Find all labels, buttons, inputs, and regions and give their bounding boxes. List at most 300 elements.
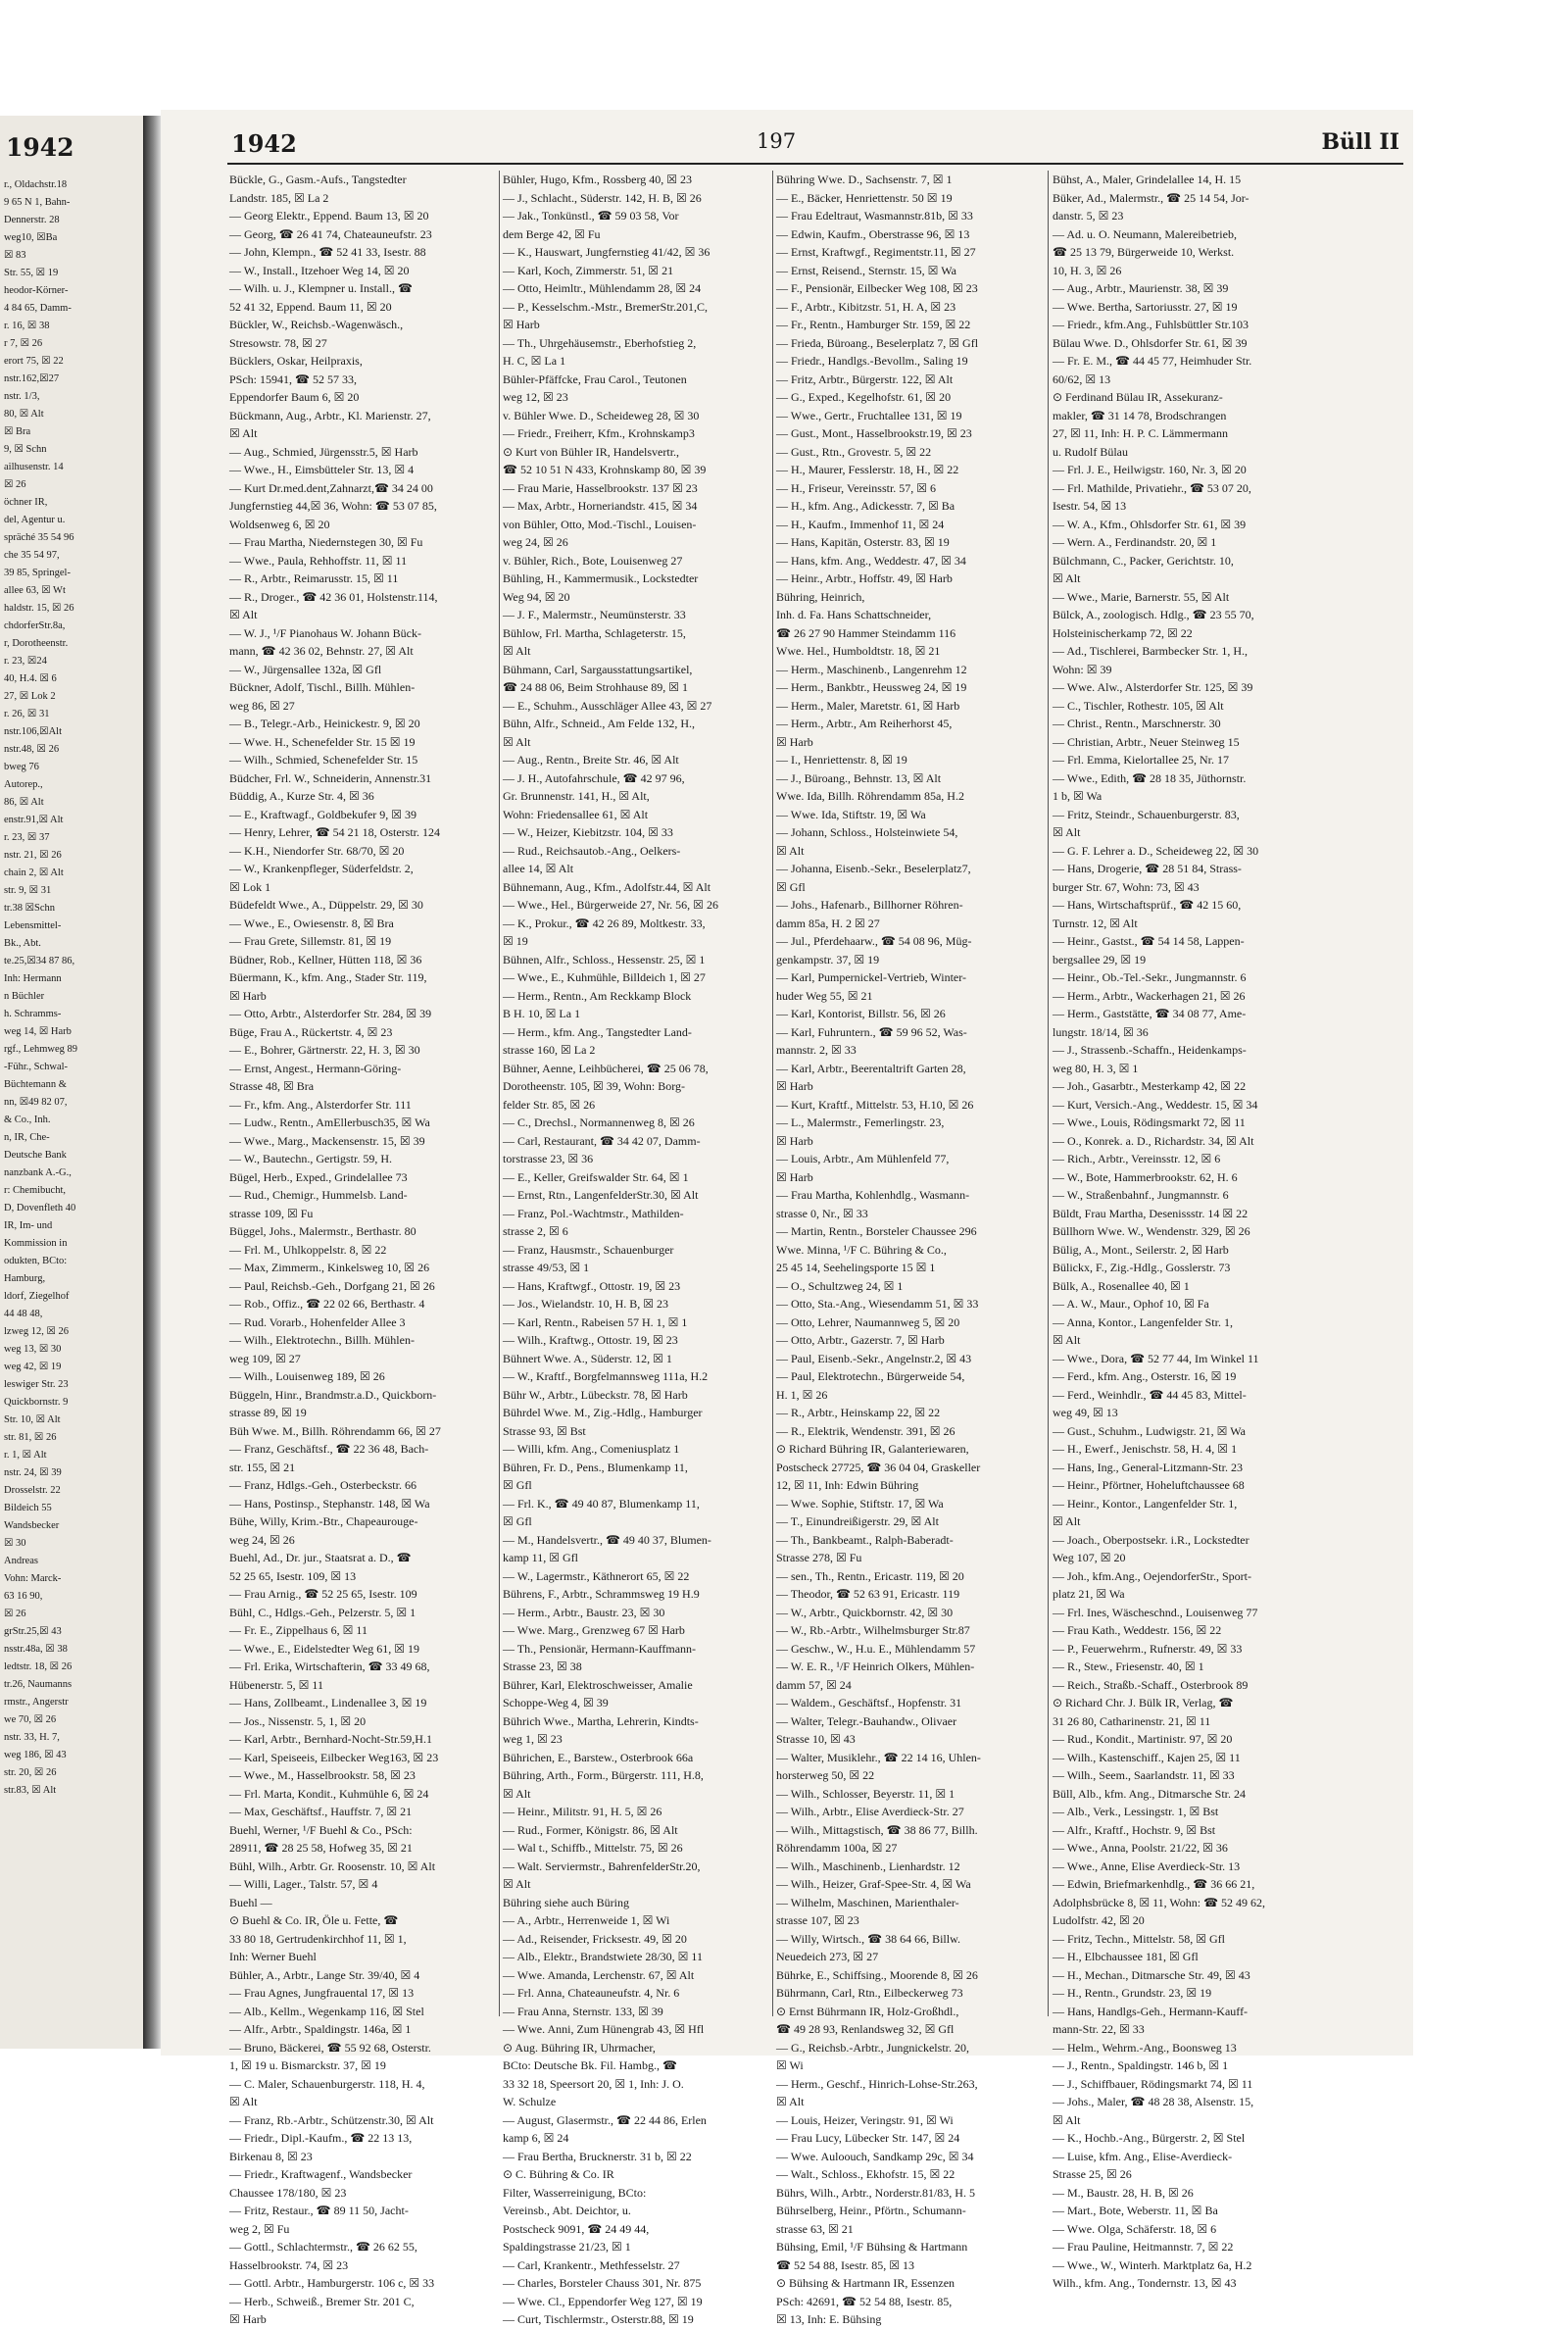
directory-entry-line: Hübenerstr. 5, ☒ 11 — [229, 1677, 323, 1692]
directory-entry-line: — Wwe., E., Owiesenstr. 8, ☒ Bra — [229, 916, 394, 930]
directory-entry-line: Gr. Brunnenstr. 141, H., ☒ Alt, — [503, 789, 650, 803]
directory-entry-line: Bügel, Herb., Exped., Grindelallee 73 — [229, 1169, 408, 1184]
directory-entry-line: torstrasse 23, ☒ 36 — [503, 1152, 594, 1165]
directory-entry-line: Bühl, Wilh., Arbtr. Gr. Roosenstr. 10, ☒ Alt — [229, 1858, 436, 1873]
directory-entry-line: — Alb., Elektr., Brandstwiete 28/30, ☒ 11 — [503, 1950, 703, 1963]
previous-page-line: Vohn: Marck- — [4, 1573, 62, 1584]
directory-entry-line: — Wwe. Auloouch, Sandkamp 29c, ☒ 34 — [776, 2149, 974, 2163]
directory-entry-line: — Otto, Heimltr., Mühlendamm 28, ☒ 24 — [503, 281, 702, 295]
directory-entry-line: genkampstr. 37, ☒ 19 — [776, 952, 880, 966]
directory-entry-line: ⊙ Aug. Bühring IR, Uhrmacher, — [503, 2040, 656, 2055]
directory-entry-line: — Friedr., Kraftwagenf., Wandsbecker — [229, 2167, 413, 2181]
directory-entry-line: — Johann, Schloss., Holsteinwiete 54, — [776, 825, 958, 839]
directory-entry-line: — R., Stew., Friesenstr. 40, ☒ 1 — [1053, 1660, 1204, 1673]
directory-entry-line: Woldsenweg 6, ☒ 20 — [229, 517, 330, 531]
previous-page-line: Kommission in — [4, 1238, 68, 1249]
directory-entry-line: — Wwe., M., Hasselbrookstr. 58, ☒ 23 — [229, 1768, 416, 1782]
directory-entry-line: Weg 94, ☒ 20 — [503, 589, 570, 604]
directory-entry-line: B H. 10, ☒ La 1 — [503, 1007, 581, 1020]
directory-entry-line: ☒ Alt — [503, 1877, 531, 1891]
directory-entry-line: — Gust., Schuhm., Ludwigstr. 21, ☒ Wa — [1053, 1423, 1246, 1438]
directory-entry-line: — Carl, Krankentr., Methfesselstr. 27 — [503, 2257, 680, 2272]
directory-entry-line: burger Str. 67, Wohn: 73, ☒ 43 — [1053, 879, 1200, 894]
directory-entry-line: — J., Büroang., Behnstr. 13, ☒ Alt — [776, 770, 942, 785]
directory-entry-line: — Frau Martha, Kohlenhdlg., Wasmann- — [776, 1188, 970, 1202]
directory-entry-line: — W., Bautechn., Gertigstr. 59, H. — [229, 1152, 392, 1165]
directory-entry-line: — H., Maurer, Fesslerstr. 18, H., ☒ 22 — [776, 463, 959, 476]
directory-entry-line: Bührke, E., Schiffsing., Moorende 8, ☒ 26 — [776, 1967, 978, 1982]
directory-entry-line: — Alb., Verk., Lessingstr. 1, ☒ Bst — [1053, 1805, 1219, 1818]
directory-entry-line: — Fr. E., Zippelhaus 6, ☒ 11 — [229, 1623, 368, 1637]
directory-entry-line: Stresowstr. 78, ☒ 27 — [229, 335, 327, 350]
directory-entry-line: — Rich., Arbtr., Vereinsstr. 12, ☒ 6 — [1053, 1152, 1221, 1165]
directory-entry-line: Weg 107, ☒ 20 — [1053, 1551, 1126, 1564]
directory-entry-line: — Gust., Mont., Hasselbrookstr.19, ☒ 23 — [776, 426, 972, 440]
directory-entry-line: — Frau Grete, Sillemstr. 81, ☒ 19 — [229, 934, 392, 948]
previous-page-line: nstr. 33, H. 7, — [4, 1732, 60, 1743]
directory-entry-line: — P., Kesselschm.-Mstr., BremerStr.201,C, — [503, 299, 708, 314]
directory-entry-line: Spaldingstrasse 21/23, ☒ 1 — [503, 2240, 631, 2254]
directory-entry-line: — Karl, Pumpernickel-Vertrieb, Winter- — [776, 970, 966, 984]
directory-entry-line: — Ad., Tischlerei, Barmbecker Str. 1, H., — [1053, 644, 1248, 658]
directory-entry-line: Holsteinischerkamp 72, ☒ 22 — [1053, 625, 1193, 640]
directory-entry-line: — C., Drechsl., Normannenweg 8, ☒ 26 — [503, 1115, 695, 1129]
previous-page-line: 80, ☒ Alt — [4, 409, 44, 420]
previous-page-line: Deutsche Bank — [4, 1150, 67, 1161]
directory-entry-line: — Herm., Arbtr., Baustr. 23, ☒ 30 — [503, 1605, 665, 1619]
directory-entry-line: Bühler-Pfäffcke, Frau Carol., Teutonen — [503, 372, 687, 386]
directory-entry-line: allee 14, ☒ Alt — [503, 862, 574, 875]
directory-entry-line: — Herm., Gaststätte, ☎ 34 08 77, Ame- — [1053, 1007, 1247, 1020]
directory-entry-line: — Max, Zimmerm., Kinkelsweg 10, ☒ 26 — [229, 1261, 430, 1274]
directory-entry-line: — F., Pensionär, Eilbecker Weg 108, ☒ 23 — [776, 281, 978, 295]
directory-entry-line: von Bühler, Otto, Mod.-Tischl., Louisen- — [503, 517, 697, 531]
directory-entry-line: — Karl, Arbtr., Bernhard-Nocht-Str.59,H.1 — [229, 1732, 432, 1746]
directory-entry-line: Birkenau 8, ☒ 23 — [229, 2149, 313, 2163]
directory-entry-line: — Wwe., Marg., Mackensenstr. 15, ☒ 39 — [229, 1133, 425, 1148]
previous-page-line: Bildeich 55 — [4, 1503, 52, 1513]
directory-entry-line: weg 24, ☒ 26 — [503, 535, 568, 549]
directory-entry-line: — Frieda, Büroang., Beselerplatz 7, ☒ Gfl — [776, 335, 979, 350]
directory-entry-line: — H., Kaufm., Immenhof 11, ☒ 24 — [776, 517, 945, 531]
directory-entry-line: — Charles, Borsteler Chauss 301, Nr. 875 — [503, 2276, 702, 2290]
directory-entry-line: Bühring Wwe. D., Sachsenstr. 7, ☒ 1 — [776, 173, 953, 186]
directory-entry-line: Bühring siehe auch Büring — [503, 1895, 629, 1909]
directory-entry-line: — Rob., Offiz., ☎ 22 02 66, Berthastr. 4 — [229, 1297, 425, 1311]
directory-entry-line: — H., Mechan., Ditmarsche Str. 49, ☒ 43 — [1053, 1967, 1250, 1982]
directory-entry-line: — Kurt Dr.med.dent,Zahnarzt,☎ 34 24 00 — [229, 480, 433, 495]
directory-entry-line: — Reich., Straßb.-Schaff., Osterbrook 89 — [1053, 1677, 1249, 1692]
directory-entry-line: — Helm., Wehrm.-Ang., Boonsweg 13 — [1053, 2040, 1237, 2055]
directory-entry-line: — Edwin, Briefmarkenhdlg., ☎ 36 66 21, — [1053, 1877, 1255, 1891]
directory-entry-line: Röhrendamm 100a, ☒ 27 — [776, 1841, 898, 1855]
directory-entry-line: — Wwe. Marg., Grenzweg 67 ☒ Harb — [503, 1623, 685, 1637]
directory-entry-line: — J., Schlacht., Süderstr. 142, H. B, ☒ 26 — [503, 190, 702, 205]
directory-entry-line: ☒ Alt — [1053, 2112, 1081, 2127]
directory-entry-line: — Frl. J. E., Heilwigstr. 160, Nr. 3, ☒ 20 — [1053, 463, 1247, 476]
previous-page-line: Quickbornstr. 9 — [4, 1397, 69, 1408]
directory-entry-line: weg 109, ☒ 27 — [229, 1351, 301, 1365]
directory-entry-line: Hasselbrookstr. 74, ☒ 23 — [229, 2257, 349, 2272]
directory-entry-line: str. 155, ☒ 21 — [229, 1460, 296, 1474]
directory-entry-line: Strasse 23, ☒ 38 — [503, 1660, 582, 1673]
directory-entry-line: weg 49, ☒ 13 — [1053, 1406, 1118, 1419]
directory-entry-line: Chaussee 178/180, ☒ 23 — [229, 2185, 347, 2200]
directory-entry-line: — Wwe., Anna, Poolstr. 21/22, ☒ 36 — [1053, 1841, 1228, 1855]
directory-entry-line: — Frl. K., ☎ 49 40 87, Blumenkamp 11, — [503, 1496, 700, 1511]
directory-entry-line: — G., Exped., Kegelhofstr. 61, ☒ 20 — [776, 390, 952, 404]
directory-entry-line: — Herm., Rentn., Am Reckkamp Block — [503, 988, 692, 1003]
directory-entry-line: 52 41 32, Eppend. Baum 11, ☒ 20 — [229, 299, 392, 314]
directory-entry-line: Bühst, A., Maler, Grindelallee 14, H. 15 — [1053, 173, 1242, 186]
directory-entry-line: — Aug., Schmied, Jürgensstr.5, ☒ Harb — [229, 444, 418, 459]
directory-entry-line: Adolphsbrücke 8, ☒ 11, Wohn: ☎ 52 49 62, — [1053, 1895, 1266, 1909]
directory-entry-line: ☒ Gfl — [503, 1514, 532, 1528]
directory-entry-line: — K., Hauswart, Jungfernstieg 41/42, ☒ 36 — [503, 245, 710, 259]
directory-entry-line: — Frl. Anna, Chateauneufstr. 4, Nr. 6 — [503, 1986, 680, 2000]
directory-entry-line: W. Schulze — [503, 2095, 557, 2108]
directory-entry-line: — Wwe., E., Kuhmühle, Billdeich 1, ☒ 27 — [503, 970, 706, 984]
directory-entry-line: — Walter, Musiklehr., ☎ 22 14 16, Uhlen- — [776, 1750, 981, 1764]
directory-entry-line: — Heinr., Militstr. 91, H. 5, ☒ 26 — [503, 1805, 662, 1818]
previous-page-line: chain 2, ☒ Alt — [4, 867, 64, 878]
previous-page-line: tr.38 ☒Schn — [4, 903, 55, 914]
directory-entry-line: — Rud., Kondit., Martinistr. 97, ☒ 20 — [1053, 1732, 1233, 1746]
directory-entry-line: Bühler, A., Arbtr., Lange Str. 39/40, ☒ 4 — [229, 1967, 420, 1982]
directory-entry-line: — W., Rb.-Arbtr., Wilhelmsburger Str.87 — [776, 1623, 970, 1637]
directory-entry-line: — A. W., Maur., Ophof 10, ☒ Fa — [1053, 1297, 1209, 1311]
previous-page-line: Andreas — [4, 1556, 38, 1566]
directory-entry-line: Bühsing, Emil, ¹/F Bühsing & Hartmann — [776, 2240, 968, 2254]
directory-entry-line: — Herm., Geschf., Hinrich-Lohse-Str.263, — [776, 2076, 978, 2091]
directory-entry-line: weg 24, ☒ 26 — [229, 1532, 295, 1547]
directory-entry-line: — Georg, ☎ 26 41 74, Chateauneufstr. 23 — [229, 226, 432, 241]
directory-entry-line: Bühling, H., Kammermusik., Lockstedter — [503, 571, 699, 585]
previous-page-line: haldstr. 15, ☒ 26 — [4, 603, 74, 614]
directory-entry-line: ☎ 49 28 93, Renlandsweg 32, ☒ Gfl — [776, 2022, 955, 2036]
directory-entry-line: — A., Arbtr., Herrenweide 1, ☒ Wi — [503, 1913, 670, 1927]
directory-entry-line: Eppendorfer Baum 6, ☒ 20 — [229, 390, 360, 404]
directory-entry-line: ⊙ C. Bühring & Co. IR — [503, 2167, 614, 2181]
directory-entry-line: — Ad. u. O. Neumann, Malereibetrieb, — [1053, 226, 1237, 241]
directory-entry-line: — M., Baustr. 28, H. B, ☒ 26 — [1053, 2185, 1194, 2200]
directory-entry-line: — Heinr., Ob.-Tel.-Sekr., Jungmannstr. 6 — [1053, 970, 1247, 984]
directory-entry-line: — Franz, Geschäftsf., ☎ 22 36 48, Bach- — [229, 1442, 429, 1456]
directory-entry-line: — Herm., Maschinenb., Langenrehm 12 — [776, 662, 967, 676]
directory-entry-line: 27, ☒ 11, Inh: H. P. C. Lämmermann — [1053, 426, 1228, 440]
previous-page-line: r., Oldachstr.18 — [4, 179, 68, 190]
directory-entry-line: ☒ Harb — [776, 1133, 813, 1148]
directory-entry-line: Bührer, Karl, Elektroschweisser, Amalie — [503, 1677, 693, 1692]
directory-entry-line: ☒ Alt — [503, 644, 531, 658]
column-divider — [772, 171, 773, 2016]
directory-entry-line: — Johs., Maler, ☎ 48 28 38, Alsenstr. 15, — [1053, 2095, 1254, 2108]
directory-entry-line: — Hans, Drogerie, ☎ 28 51 84, Strass- — [1053, 862, 1242, 875]
directory-entry-line: — Hans, kfm. Ang., Weddestr. 47, ☒ 34 — [776, 553, 966, 568]
directory-entry-line: — Wwe., Gertr., Fruchtallee 131, ☒ 19 — [776, 408, 962, 422]
directory-column-2 — [503, 171, 769, 2326]
directory-entry-line: ☎ 25 13 79, Bürgerweide 10, Werkst. — [1053, 245, 1235, 259]
directory-entry-line: — C., Tischler, Rothestr. 105, ☒ Alt — [1053, 698, 1224, 713]
directory-entry-line: ☒ Wi — [776, 2058, 804, 2072]
page-year: 1942 — [231, 129, 297, 158]
directory-entry-line: — Max, Arbtr., Horneriandstr. 415, ☒ 34 — [503, 499, 698, 513]
directory-entry-line: 12, ☒ 11, Inh: Edwin Bühring — [776, 1478, 919, 1492]
previous-page-line: weg10, ☒Ba — [4, 232, 58, 243]
directory-entry-line: weg 2, ☒ Fu — [229, 2221, 290, 2236]
directory-entry-line: — Frau Pauline, Heitmannstr. 7, ☒ 22 — [1053, 2240, 1234, 2254]
directory-entry-line: — Louis, Arbtr., Am Mühlenfeld 77, — [776, 1152, 950, 1165]
directory-entry-line: — Kurt, Versich.-Ang., Weddestr. 15, ☒ 34 — [1053, 1097, 1258, 1112]
directory-entry-line: Strasse 278, ☒ Fu — [776, 1551, 862, 1564]
directory-entry-line: strasse 49/53, ☒ 1 — [503, 1261, 590, 1274]
directory-entry-line: — Hans, Wirtschaftsprüf., ☎ 42 15 60, — [1053, 898, 1242, 912]
previous-page-line: IR, Im- und — [4, 1220, 53, 1231]
directory-entry-line: damm 57, ☒ 24 — [776, 1677, 852, 1692]
previous-page-line: bweg 76 — [4, 762, 39, 772]
directory-entry-line: — Hans, Ing., General-Litzmann-Str. 23 — [1053, 1460, 1243, 1474]
previous-page-line: leswiger Str. 23 — [4, 1379, 69, 1390]
previous-page-line: enstr.91,☒ Alt — [4, 815, 64, 825]
directory-entry-line: ☒ Harb — [776, 1079, 813, 1093]
directory-entry-line: strasse 109, ☒ Fu — [229, 1206, 314, 1220]
directory-entry-line: — H., Friseur, Vereinsstr. 57, ☒ 6 — [776, 480, 937, 495]
directory-entry-line: — Joh., Gasarbtr., Mesterkamp 42, ☒ 22 — [1053, 1079, 1247, 1093]
directory-entry-line: — Frau Marie, Hasselbrookstr. 137 ☒ 23 — [503, 480, 698, 495]
directory-entry-line: — Friedr., Handlgs.-Bevollm., Saling 19 — [776, 354, 968, 368]
directory-entry-line: 52 25 65, Isestr. 109, ☒ 13 — [229, 1568, 357, 1583]
book-gutter — [143, 116, 161, 2049]
previous-page-line: erort 75, ☒ 22 — [4, 356, 64, 367]
directory-entry-line: ⊙ Ernst Bührmann IR, Holz-Großhdl., — [776, 2004, 959, 2018]
directory-entry-line: PSch: 42691, ☎ 52 54 88, Isestr. 85, — [776, 2294, 953, 2308]
directory-entry-line: strasse 2, ☒ 6 — [503, 1224, 568, 1238]
directory-entry-line: — R., Elektrik, Wendenstr. 391, ☒ 26 — [776, 1423, 956, 1438]
directory-entry-line: — Wwe., Paula, Rehhoffstr. 11, ☒ 11 — [229, 553, 408, 568]
directory-entry-line: ☒ Harb — [229, 2312, 267, 2326]
directory-entry-line: Büker, Ad., Malermstr., ☎ 25 14 54, Jor- — [1053, 190, 1250, 205]
directory-entry-line: — Rud., Reichsautob.-Ang., Oelkers- — [503, 843, 681, 858]
directory-entry-line: — Fritz, Techn., Mittelstr. 58, ☒ Gfl — [1053, 1931, 1226, 1946]
directory-entry-line: ☒ Alt — [229, 2095, 258, 2108]
directory-entry-line: — Ernst, Rtn., LangenfelderStr.30, ☒ Alt — [503, 1188, 699, 1202]
column-divider — [1048, 171, 1049, 2016]
directory-entry-line: 1 b, ☒ Wa — [1053, 789, 1102, 803]
page-number: 197 — [757, 129, 797, 153]
directory-entry-line: — Willi, Lager., Talstr. 57, ☒ 4 — [229, 1877, 378, 1891]
directory-entry-line: Bühring, Heinrich, — [776, 589, 865, 604]
previous-page-line: Lebensmittel- — [4, 920, 62, 931]
directory-entry-line: Wwe. Minna, ¹/F C. Bühring & Co., — [776, 1242, 947, 1257]
previous-page-line: nstr.48, ☒ 26 — [4, 744, 60, 755]
directory-entry-line: weg 80, H. 3, ☒ 1 — [1053, 1061, 1139, 1075]
directory-entry-line: — Christ., Rentn., Marschnerstr. 30 — [1053, 717, 1221, 730]
directory-entry-line: — Karl, Fuhruntern., ☎ 59 96 52, Was- — [776, 1024, 967, 1039]
directory-entry-line: ☎ 52 10 51 N 433, Krohnskamp 80, ☒ 39 — [503, 463, 707, 476]
directory-entry-line: — Fr. E. M., ☎ 44 45 77, Heimhuder Str. — [1053, 354, 1252, 368]
previous-page-line: r. 16, ☒ 38 — [4, 321, 50, 331]
directory-entry-line: — Th., Bankbeamt., Ralph-Baberadt- — [776, 1532, 954, 1547]
directory-entry-line: bergsallee 29, ☒ 19 — [1053, 952, 1147, 966]
directory-entry-line: — Frl. M., Uhlkoppelstr. 8, ☒ 22 — [229, 1242, 387, 1257]
running-head-keyword: Büll II — [1321, 129, 1399, 155]
directory-entry-line: — W. J., ¹/F Pianohaus W. Johann Bück- — [229, 625, 421, 640]
directory-entry-line: — E., Schuhm., Ausschläger Allee 43, ☒ 27 — [503, 698, 712, 713]
previous-page-line: ☒ 26 — [4, 1609, 26, 1619]
directory-entry-line: ⊙ Buehl & Co. IR, Öle u. Fette, ☎ — [229, 1913, 399, 1927]
directory-entry-line: — Hans, Handlgs-Geh., Hermann-Kauff- — [1053, 2004, 1249, 2018]
directory-entry-line: Jungfernstieg 44,☒ 36, Wohn: ☎ 53 07 85, — [229, 499, 437, 513]
directory-entry-line: — Friedr., Freiherr, Kfm., Krohnskamp3 — [503, 426, 695, 440]
previous-page-line: ☒ Bra — [4, 426, 31, 437]
directory-entry-line: kamp 11, ☒ Gfl — [503, 1551, 578, 1564]
previous-page-line: 40, H.4. ☒ 6 — [4, 673, 57, 684]
directory-entry-line: — Paul, Eisenb.-Sekr., Angelnstr.2, ☒ 43 — [776, 1351, 972, 1365]
directory-entry-line: — J., Schiffbauer, Rödingsmarkt 74, ☒ 11 — [1053, 2076, 1253, 2091]
previous-page-line: Dennerstr. 28 — [4, 215, 60, 225]
directory-entry-line: — Wilh., Kraftwg., Ottostr. 19, ☒ 23 — [503, 1333, 678, 1347]
directory-entry-line: — Joh., kfm.Ang., OejendorferStr., Sport- — [1053, 1568, 1251, 1583]
previous-page-line: nstr. 1/3, — [4, 391, 40, 402]
directory-entry-line: — Jos., Nissenstr. 5, 1, ☒ 20 — [229, 1713, 367, 1728]
directory-entry-line: Strasse 10, ☒ 43 — [776, 1732, 856, 1746]
directory-entry-line: — Johs., Hafenarb., Billhorner Röhren- — [776, 898, 963, 912]
directory-entry-line: — W. A., Kfm., Ohlsdorfer Str. 61, ☒ 39 — [1053, 517, 1247, 531]
directory-entry-line: — H., Elbchaussee 181, ☒ Gfl — [1053, 1950, 1199, 1963]
directory-entry-line: Bückle, G., Gasm.-Aufs., Tangstedter — [229, 173, 407, 186]
directory-entry-line: — Wilh., Elektrotechn., Billh. Mühlen- — [229, 1333, 415, 1347]
directory-entry-line: — W., Arbtr., Quickbornstr. 42, ☒ 30 — [776, 1605, 954, 1619]
directory-entry-line: strasse 63, ☒ 21 — [776, 2221, 854, 2236]
directory-entry-line: ☒ Alt — [1053, 825, 1081, 839]
directory-entry-line: u. Rudolf Bülau — [1053, 444, 1128, 459]
directory-entry-line: — Heinr., Gastst., ☎ 54 14 58, Lappen- — [1053, 934, 1245, 948]
directory-entry-line: — L., Malermstr., Femerlingstr. 23, — [776, 1115, 945, 1129]
header-rule — [227, 163, 1403, 165]
directory-entry-line: 10, H. 3, ☒ 26 — [1053, 263, 1122, 277]
directory-entry-line: — W., Jürgensallee 132a, ☒ Gfl — [229, 662, 382, 676]
directory-entry-line: — R., Droger., ☎ 42 36 01, Holstenstr.114, — [229, 589, 438, 604]
directory-entry-line: Wwe. Hel., Humboldtstr. 18, ☒ 21 — [776, 644, 941, 658]
previous-page-line: r. 23, ☒ 37 — [4, 832, 50, 843]
previous-page-line: weg 13, ☒ 30 — [4, 1344, 62, 1355]
directory-entry-line: — John, Klempn., ☎ 52 41 33, Isestr. 88 — [229, 245, 426, 259]
directory-entry-line: — Paul, Elektrotechn., Bürgerweide 54, — [776, 1369, 965, 1383]
directory-entry-line: — G., Reichsb.-Arbtr., Jungnickelstr. 20, — [776, 2040, 969, 2055]
directory-entry-line: H. C, ☒ La 1 — [503, 354, 566, 368]
previous-page-line: allee 63, ☒ Wt — [4, 585, 66, 596]
directory-column-3 — [776, 171, 1043, 2326]
directory-entry-line: v. Bühler Wwe. D., Scheideweg 28, ☒ 30 — [503, 408, 700, 422]
directory-entry-line: — Herb., Schweiß., Bremer Str. 201 C, — [229, 2294, 415, 2308]
directory-entry-line: ☒ 19 — [503, 934, 528, 948]
previous-page-line: tr.26, Naumanns — [4, 1679, 73, 1690]
previous-page-year: 1942 — [6, 133, 74, 162]
directory-entry-line: — Herm., Maler, Maretstr. 61, ☒ Harb — [776, 698, 960, 713]
directory-entry-line: — Wwe., Dora, ☎ 52 77 44, Im Winkel 11 — [1053, 1351, 1259, 1365]
directory-entry-line: dem Berge 42, ☒ Fu — [503, 226, 601, 241]
directory-entry-line: — Alb., Kellm., Wegenkamp 116, ☒ Stel — [229, 2004, 424, 2018]
previous-page-line: öchner IR, — [4, 497, 48, 508]
directory-entry-line: ☒ Alt — [503, 1786, 531, 1801]
previous-page-line: heodor-Körner- — [4, 285, 69, 296]
directory-entry-line: — Gottl. Arbtr., Hamburgerstr. 106 c, ☒ 33 — [229, 2276, 435, 2290]
directory-entry-line: Wohn: Friedensallee 61, ☒ Alt — [503, 807, 649, 821]
directory-entry-line: — Frau Kath., Weddestr. 156, ☒ 22 — [1053, 1623, 1222, 1637]
directory-entry-line: felder Str. 85, ☒ 26 — [503, 1097, 596, 1112]
directory-entry-line: Bührs, Wilh., Arbtr., Norderstr.81/83, H. 5 — [776, 2185, 975, 2200]
directory-entry-line: — Ferd., Weinhdlr., ☎ 44 45 83, Mittel- — [1053, 1387, 1247, 1402]
directory-entry-line: — Frau Martha, Niedernstegen 30, ☒ Fu — [229, 535, 423, 549]
directory-entry-line: — Wwe., Edith, ☎ 28 18 35, Jüthornstr. — [1053, 770, 1247, 785]
directory-entry-line: Buehl, Werner, ¹/F Buehl & Co., PSch: — [229, 1822, 413, 1837]
previous-page-line: str. 81, ☒ 26 — [4, 1432, 57, 1443]
previous-page-line: D, Dovenfleth 40 — [4, 1203, 76, 1214]
directory-entry-line: — H., Rentn., Grundstr. 23, ☒ 19 — [1053, 1986, 1212, 2000]
previous-page-line: str. 9, ☒ 31 — [4, 885, 52, 896]
directory-entry-line: Bühmann, Carl, Sargausstattungsartikel, — [503, 662, 693, 676]
directory-entry-line: Büll, Alb., kfm. Ang., Ditmarsche Str. 24 — [1053, 1786, 1246, 1801]
directory-entry-line: — Kurt, Kraftf., Mittelstr. 53, H.10, ☒ 26 — [776, 1097, 974, 1112]
directory-entry-line: — Wilh., Maschinenb., Lienhardstr. 12 — [776, 1858, 960, 1873]
directory-entry-line: Bühl, C., Hdlgs.-Geh., Pelzerstr. 5, ☒ 1 — [229, 1605, 416, 1619]
directory-entry-line: Filter, Wasserreinigung, BCto: — [503, 2185, 647, 2200]
previous-page-line: nsstr.48a, ☒ 38 — [4, 1644, 68, 1655]
directory-entry-line: — Theodor, ☎ 52 63 91, Ericastr. 119 — [776, 1587, 960, 1601]
directory-entry-line: 28911, ☎ 28 25 58, Hofweg 35, ☒ 21 — [229, 1841, 413, 1855]
directory-entry-line: Neuedeich 273, ☒ 27 — [776, 1950, 879, 1963]
directory-entry-line: — F., Arbtr., Kibitzstr. 51, H. A, ☒ 23 — [776, 299, 956, 314]
directory-entry-line: — Otto, Sta.-Ang., Wiesendamm 51, ☒ 33 — [776, 1297, 979, 1311]
directory-entry-line: — J., Rentn., Spaldingstr. 146 b, ☒ 1 — [1053, 2058, 1229, 2072]
previous-page-line: Wandsbecker — [4, 1520, 60, 1531]
column-divider — [499, 171, 500, 2016]
directory-entry-line: — Franz, Hdlgs.-Geh., Osterbeckstr. 66 — [229, 1478, 416, 1492]
directory-entry-line: — Walt., Schloss., Ekhofstr. 15, ☒ 22 — [776, 2167, 956, 2181]
directory-entry-line: Bühler, Hugo, Kfm., Rossberg 40, ☒ 23 — [503, 173, 693, 186]
directory-entry-line: weg 86, ☒ 27 — [229, 698, 295, 713]
directory-entry-line: 31 26 80, Catharinenstr. 21, ☒ 11 — [1053, 1713, 1211, 1728]
directory-entry-line: ⊙ Kurt von Bühler IR, Handelsvertr., — [503, 444, 680, 459]
directory-entry-line: Bühnert Wwe. A., Süderstr. 12, ☒ 1 — [503, 1351, 672, 1365]
directory-entry-line: ☒ Alt — [503, 734, 531, 749]
directory-entry-line: Wohn: ☒ 39 — [1053, 662, 1112, 676]
directory-entry-line: — Hans, Zollbeamt., Lindenallee 3, ☒ 19 — [229, 1696, 427, 1710]
directory-entry-line: — Th., Uhrgehäusemstr., Eberhofstieg 2, — [503, 335, 697, 350]
directory-entry-line: — Walt. Serviermstr., BahrenfelderStr.20, — [503, 1858, 701, 1873]
previous-page — [0, 116, 149, 2049]
directory-entry-line: — Johanna, Eisenb.-Sekr., Beselerplatz7, — [776, 862, 971, 875]
directory-entry-line: — Ernst, Angest., Hermann-Göring- — [229, 1061, 402, 1075]
directory-entry-line: ☒ Alt — [1053, 1514, 1081, 1528]
directory-entry-line: — Wilh., Mittagstisch, ☎ 38 86 77, Billh. — [776, 1822, 978, 1837]
directory-entry-line: strasse 89, ☒ 19 — [229, 1406, 307, 1419]
directory-entry-line: — Anna, Kontor., Langenfelder Str. 1, — [1053, 1314, 1233, 1329]
directory-entry-line: — M., Handelsvertr., ☎ 49 40 37, Blumen- — [503, 1532, 711, 1547]
directory-entry-line: — Frl. Ines, Wäscheschnd., Louisenweg 77 — [1053, 1605, 1258, 1619]
directory-page — [161, 110, 1413, 2326]
directory-entry-line: — Christian, Arbtr., Neuer Steinweg 15 — [1053, 734, 1240, 749]
previous-page-line: 9 65 N 1, Bahn- — [4, 197, 71, 208]
directory-entry-line: Bülk, A., Rosenallee 40, ☒ 1 — [1053, 1278, 1190, 1293]
directory-entry-line: — Wilh. u. J., Klempner u. Install., ☎ — [229, 281, 413, 295]
directory-entry-line: — Alfr., Arbtr., Spaldingstr. 146a, ☒ 1 — [229, 2022, 412, 2036]
directory-entry-line: Büllhorn Wwe. W., Wendenstr. 329, ☒ 26 — [1053, 1224, 1250, 1238]
directory-entry-line: — W. E. R., ¹/F Heinrich Olkers, Mühlen- — [776, 1660, 975, 1673]
directory-entry-line: — Frau Anna, Sternstr. 133, ☒ 39 — [503, 2004, 663, 2018]
previous-page-line: Inh: Hermann — [4, 973, 62, 984]
directory-entry-line: — Paul, Reichsb.-Geh., Dorfgang 21, ☒ 26 — [229, 1278, 435, 1293]
